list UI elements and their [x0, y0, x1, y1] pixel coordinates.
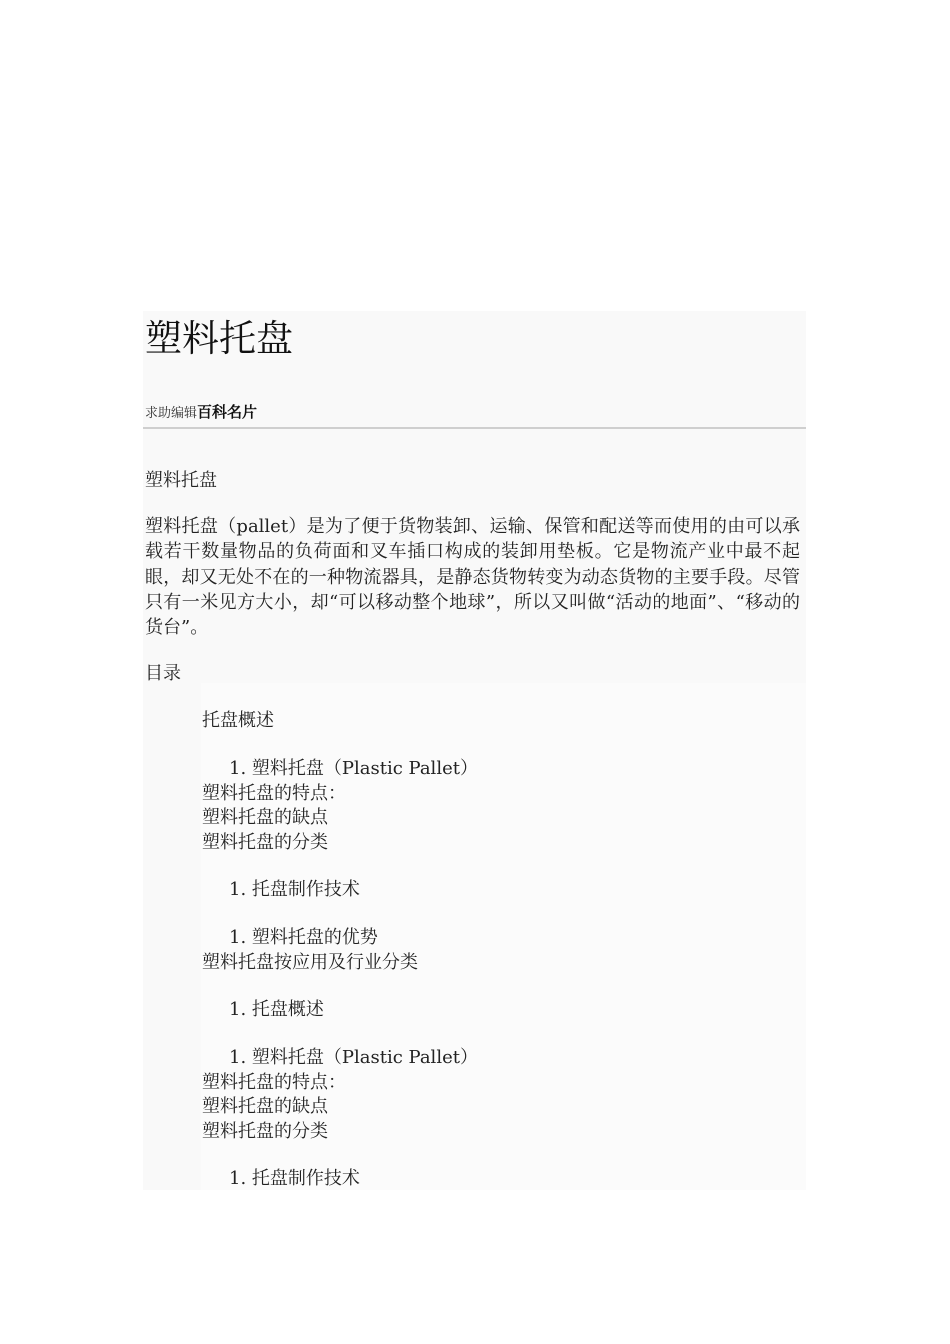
- toc-heading: 目录: [145, 663, 181, 684]
- toc-item[interactable]: 1. 塑料托盘（Plastic Pallet）: [229, 1047, 478, 1068]
- toc-item[interactable]: 塑料托盘的特点：: [202, 1072, 346, 1093]
- article-meta-line: [145, 401, 257, 425]
- article-subtitle: 塑料托盘: [145, 470, 217, 491]
- card-label: 百科名片: [197, 403, 258, 421]
- header-divider: [143, 427, 806, 429]
- toc-item[interactable]: 1. 托盘制作技术: [229, 1168, 360, 1189]
- toc-item[interactable]: 塑料托盘的缺点: [202, 807, 328, 828]
- toc-item[interactable]: 托盘概述: [202, 710, 274, 731]
- toc-item[interactable]: 1. 托盘制作技术: [229, 879, 360, 900]
- toc-item[interactable]: 1. 塑料托盘（Plastic Pallet）: [229, 758, 478, 779]
- article-intro-paragraph: 塑料托盘（pallet）是为了便于货物装卸、运输、保管和配送等而使用的由可以承载若干数量物品的负荷面和叉车插口构成的装卸用垫板。它是物流产业中最不起眼，却又无处不在的一种物流器具，是静态货物转变为动态货物的主要手段。尽管只有一米见方大小，却“可以移动整个地球”，所以又叫做“活动的地面”、“移动的货台”。: [145, 516, 800, 639]
- help-edit-link[interactable]: 求助编辑: [145, 406, 198, 421]
- toc-item[interactable]: 塑料托盘的分类: [202, 832, 328, 853]
- toc-item[interactable]: 塑料托盘的特点：: [202, 783, 346, 804]
- toc-item[interactable]: 塑料托盘的缺点: [202, 1096, 328, 1117]
- toc-item[interactable]: 1. 托盘概述: [229, 999, 324, 1020]
- article-page: [143, 311, 806, 1190]
- toc-item[interactable]: 塑料托盘按应用及行业分类: [202, 952, 418, 973]
- toc-item[interactable]: 塑料托盘的分类: [202, 1121, 328, 1142]
- page-title: 塑料托盘: [145, 317, 293, 360]
- toc-item[interactable]: 1. 塑料托盘的优势: [229, 927, 378, 948]
